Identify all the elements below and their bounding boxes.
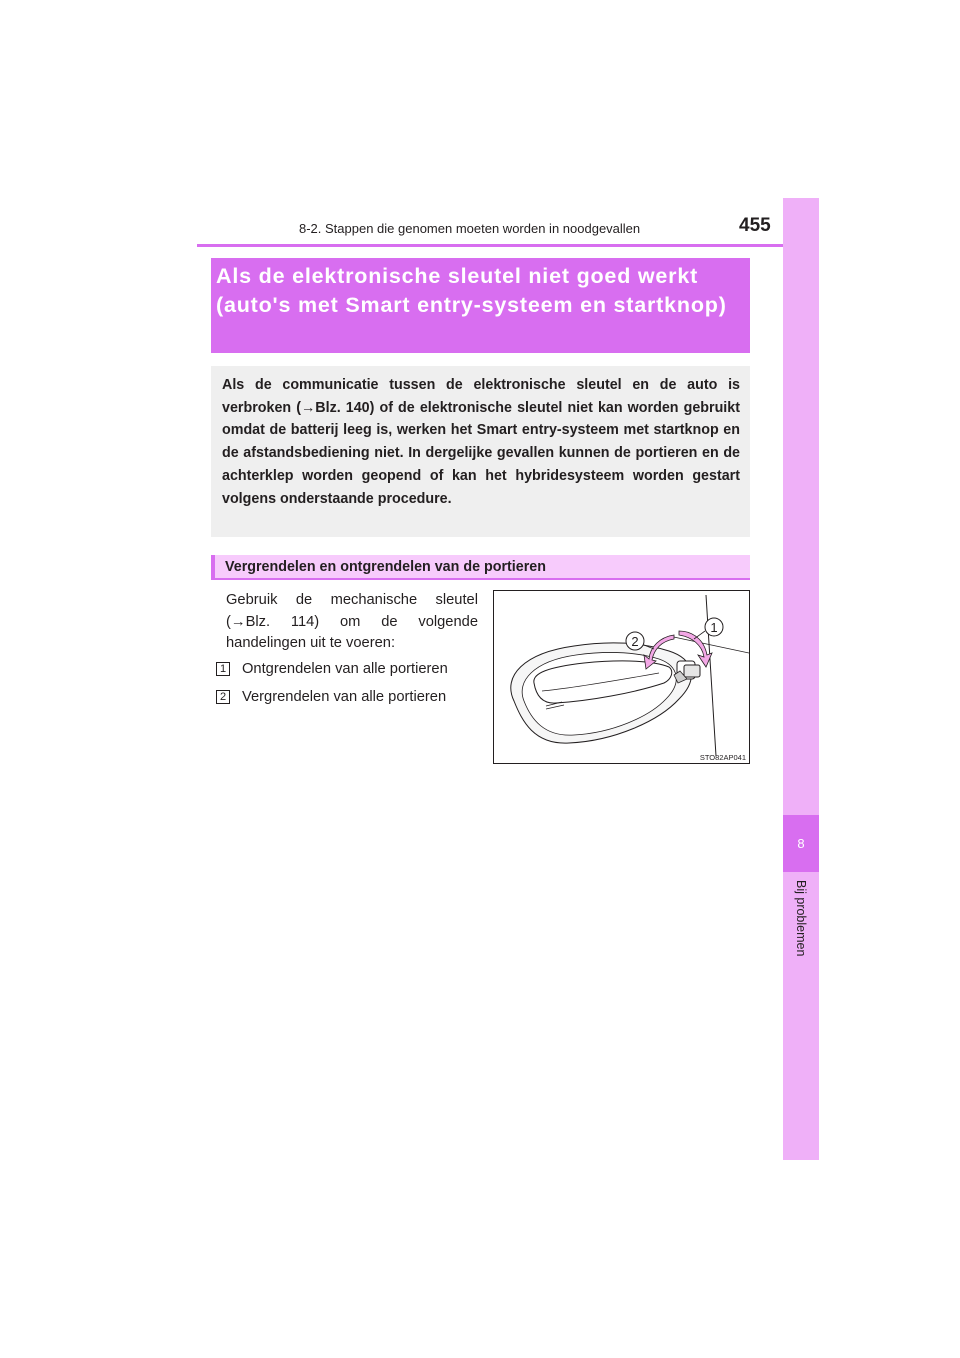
section-title-box — [211, 258, 750, 353]
section-title: Als de elektronische sleutel niet goed werkt (auto's met Smart entry-systeem en startknop) — [216, 264, 727, 317]
header-divider — [197, 244, 819, 247]
chapter-label: Bij problemen — [794, 880, 808, 957]
subheading-box — [211, 555, 750, 580]
door-handle-figure — [493, 590, 750, 764]
step-item-unlock — [216, 655, 486, 683]
mechanical-key — [684, 665, 700, 677]
callout-1-leader — [694, 631, 705, 639]
intro-text: Als de communicatie tussen de elektronische sleutel en de auto is verbroken (→Blz. 140) of de elektronische sleutel niet kan worden gebruikt omdat de batterij leeg is, werken het Smart entry-systeem met startknop en de afstandsbediening niet. In dergelijke gevallen kunnen de portieren en de achterklep worden geopend of kan het hybridesysteem worden gestart volgens onderstaande procedure. — [222, 377, 740, 507]
door-handle-illustration — [494, 591, 749, 763]
step-number: 1 — [216, 662, 230, 676]
page-number: 455 — [739, 215, 771, 236]
chapter-side-tab — [783, 198, 819, 1160]
chapter-label-wrap — [783, 880, 819, 990]
body-paragraph: Gebruik de mechanische sleutel (→Blz. 114) om de volgende handelingen uit te voeren: — [226, 592, 478, 652]
step-number: 2 — [216, 690, 230, 704]
chapter-number: 8 — [783, 815, 819, 872]
figure-code: STO82AP041 — [699, 753, 746, 762]
callout-2-label: 2 — [631, 634, 639, 649]
step-text: Vergrendelen van alle portieren — [242, 689, 447, 705]
step-list — [216, 655, 486, 711]
step-text: Ontgrendelen van alle portieren — [242, 661, 448, 677]
header-section-title: 8-2. Stappen die genomen moeten worden in noodgevallen — [299, 221, 641, 236]
step-item-lock — [216, 683, 486, 711]
intro-box — [211, 366, 750, 537]
subheading: Vergrendelen en ontgrendelen van de portieren — [225, 559, 546, 575]
callout-1-label: 1 — [710, 620, 718, 635]
body-text — [226, 590, 478, 655]
